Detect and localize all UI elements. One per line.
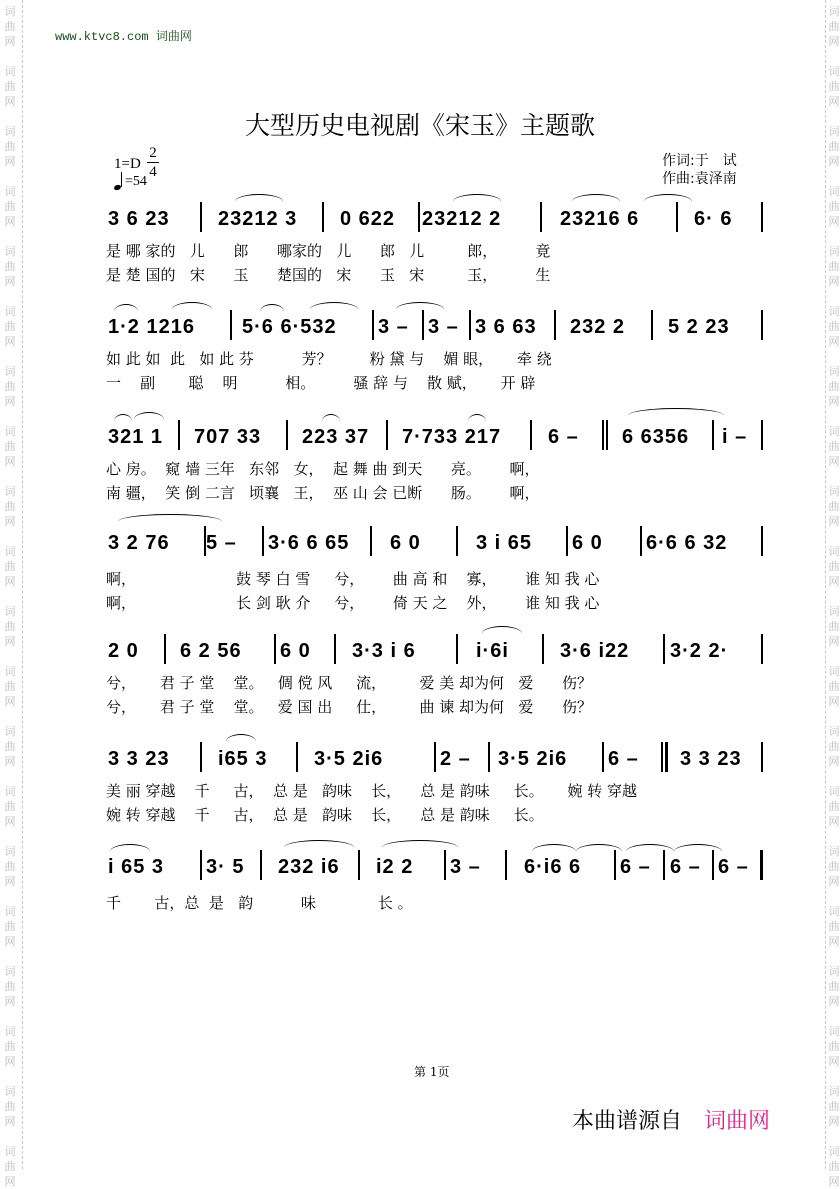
measure: i2 2 [376, 856, 414, 878]
lyrics-verse-1: 啊， 鼓 琴 白 雪 兮， 曲 高 和 寡， 谁 知 我 心 [106, 570, 600, 588]
watermark-char: 曲 [828, 800, 840, 813]
watermark-char: 网 [4, 635, 16, 648]
watermark-char: 词 [828, 65, 840, 78]
measure: 2 – [440, 748, 471, 770]
watermark-char: 曲 [4, 380, 16, 393]
watermark-char: 网 [828, 335, 840, 348]
watermark-char: 词 [4, 665, 16, 678]
measure: 6 – [608, 748, 639, 770]
watermark-char: 词 [828, 485, 840, 498]
measure: 1·2 1216 [108, 316, 195, 338]
watermark-char: 曲 [828, 20, 840, 33]
watermark-char: 曲 [828, 200, 840, 213]
watermark-char: 曲 [828, 1160, 840, 1173]
measure: 321 1 [108, 426, 164, 448]
watermark-char: 网 [828, 575, 840, 588]
watermark-char: 网 [828, 755, 840, 768]
tempo-value: =54 [125, 174, 147, 189]
watermark-char: 曲 [4, 1040, 16, 1053]
watermark-char: 词 [828, 5, 840, 18]
watermark-char: 网 [828, 455, 840, 468]
source-credit [572, 1104, 770, 1135]
watermark-char: 网 [4, 215, 16, 228]
watermark-char: 词 [828, 785, 840, 798]
watermark-char: 曲 [4, 1160, 16, 1173]
watermark-char: 曲 [828, 980, 840, 993]
watermark-char: 网 [828, 815, 840, 828]
watermark-char: 词 [828, 665, 840, 678]
measure: 3 – [428, 316, 459, 338]
watermark-char: 词 [828, 305, 840, 318]
watermark-char: 曲 [828, 440, 840, 453]
watermark-char: 网 [4, 95, 16, 108]
watermark-char: 网 [4, 515, 16, 528]
measure: 3·5 2i6 [314, 748, 384, 770]
watermark-char: 网 [4, 815, 16, 828]
tempo-marking [114, 172, 147, 190]
measure: 6 0 [390, 532, 421, 554]
watermark-char: 词 [4, 185, 16, 198]
watermark-char: 网 [4, 875, 16, 888]
site-name: 词曲网 [155, 29, 192, 43]
watermark-char: 曲 [828, 140, 840, 153]
watermark-char: 词 [4, 905, 16, 918]
watermark-char: 网 [4, 755, 16, 768]
lyrics-verse-1: 兮， 君 子 堂 堂。 倜 傥 风 流， 爱 美 却为何 爱 伤？ [106, 674, 592, 692]
watermark-char: 曲 [4, 500, 16, 513]
watermark-char: 网 [4, 575, 16, 588]
measure: 3 – [450, 856, 481, 878]
watermark-char: 网 [4, 1115, 16, 1128]
watermark-char: 网 [4, 275, 16, 288]
watermark-char: 词 [4, 245, 16, 258]
measure: 6 0 [280, 640, 311, 662]
watermark-char: 曲 [4, 1100, 16, 1113]
measure: i65 3 [218, 748, 268, 770]
watermark-char: 曲 [4, 740, 16, 753]
watermark-char: 曲 [828, 620, 840, 633]
watermark-char: 网 [4, 1175, 16, 1188]
watermark-char: 网 [4, 395, 16, 408]
composer: 作曲:袁泽南 [662, 171, 737, 187]
watermark-char: 曲 [4, 860, 16, 873]
watermark-char: 曲 [4, 80, 16, 93]
measure: 7·733 217 [402, 426, 502, 448]
lyrics-verse-2: 婉 转 穿越 千 古， 总 是 韵味 长， 总 是 韵味 长。 [106, 806, 544, 824]
lyrics-verse-1: 是 哪 家的 儿 郎 哪家的 儿 郎 儿 郎， 竟 [106, 242, 551, 260]
lyrics-verse-1: 美 丽 穿越 千 古， 总 是 韵味 长， 总 是 韵味 长。 婉 转 穿越 [106, 782, 637, 800]
measure: 23212 3 [218, 208, 298, 230]
watermark-char: 网 [4, 995, 16, 1008]
measure: 2 0 [108, 640, 139, 662]
lyrics-verse-1: 如 此 如 此 如 此 芬 芳？ 粉 黛 与 媚 眼， 牵 绕 [106, 350, 552, 368]
watermark-char: 曲 [4, 560, 16, 573]
watermark-char: 词 [4, 1025, 16, 1038]
watermark-char: 词 [828, 1025, 840, 1038]
watermark-char: 网 [828, 635, 840, 648]
watermark-char: 词 [828, 425, 840, 438]
measure: 3·6 i22 [560, 640, 630, 662]
watermark-char: 曲 [828, 680, 840, 693]
watermark-char: 网 [828, 935, 840, 948]
measure: 6 – [670, 856, 701, 878]
right-watermark-strip [825, 0, 840, 1188]
measure: 6· 6 [694, 208, 733, 230]
measure: 23216 6 [560, 208, 640, 230]
watermark-char: 网 [4, 455, 16, 468]
watermark-char: 曲 [828, 1040, 840, 1053]
measure: i·6i [476, 640, 509, 662]
watermark-char: 网 [4, 155, 16, 168]
watermark-char: 词 [4, 725, 16, 738]
watermark-char: 网 [828, 1115, 840, 1128]
watermark-char: 网 [828, 875, 840, 888]
measure: 232 i6 [278, 856, 340, 878]
watermark-char: 网 [828, 215, 840, 228]
watermark-char: 词 [828, 965, 840, 978]
watermark-char: 曲 [828, 380, 840, 393]
watermark-char: 网 [828, 1175, 840, 1188]
measure: 23212 2 [422, 208, 502, 230]
watermark-char: 曲 [828, 500, 840, 513]
watermark-char: 曲 [828, 80, 840, 93]
watermark-char: 词 [4, 1085, 16, 1098]
watermark-char: 曲 [4, 440, 16, 453]
watermark-char: 词 [828, 725, 840, 738]
measure: 3·3 i 6 [352, 640, 416, 662]
source-brand-link[interactable]: 词曲网 [704, 1109, 771, 1134]
watermark-char: 词 [828, 1145, 840, 1158]
watermark-char: 网 [828, 995, 840, 1008]
measure: 5 2 23 [668, 316, 730, 338]
watermark-char: 词 [4, 305, 16, 318]
watermark-char: 网 [4, 695, 16, 708]
measure: 3 3 23 [108, 748, 170, 770]
measure: 3 6 63 [475, 316, 537, 338]
measure: 6 6356 [622, 426, 690, 448]
measure: 6 0 [572, 532, 603, 554]
watermark-char: 词 [828, 845, 840, 858]
left-watermark-strip [0, 0, 23, 1188]
measure: 3 i 65 [476, 532, 533, 554]
measure: i 65 3 [108, 856, 165, 878]
watermark-char: 词 [828, 545, 840, 558]
measure: 223 37 [302, 426, 370, 448]
watermark-char: 曲 [828, 560, 840, 573]
watermark-char: 曲 [4, 980, 16, 993]
measure: 232 2 [570, 316, 626, 338]
watermark-char: 词 [4, 605, 16, 618]
watermark-char: 词 [4, 845, 16, 858]
measure: 707 33 [194, 426, 262, 448]
watermark-char: 曲 [4, 140, 16, 153]
measure: 3·2 2· [670, 640, 729, 662]
lyrics-verse-2: 啊， 长 剑 耿 介 兮， 倚 天 之 外， 谁 知 我 心 [106, 594, 600, 612]
measure: i – [722, 426, 748, 448]
watermark-char: 词 [4, 485, 16, 498]
measure: 3 3 23 [680, 748, 742, 770]
page-number: 第 1页 [414, 1065, 450, 1079]
watermark-char: 词 [4, 125, 16, 138]
watermark-char: 曲 [4, 800, 16, 813]
site-url[interactable]: www.ktvc8.com [55, 30, 149, 44]
watermark-char: 曲 [828, 320, 840, 333]
watermark-char: 网 [828, 155, 840, 168]
lyrics-verse-1: 心 房。 窥 墙 三年 东邻 女， 起 舞 曲 到天 亮。 啊， [106, 460, 540, 478]
watermark-char: 词 [4, 1145, 16, 1158]
time-signature-bottom: 4 [149, 164, 157, 180]
lyricist: 作词:于 试 [662, 153, 737, 169]
watermark-char: 词 [828, 365, 840, 378]
watermark-char: 网 [828, 515, 840, 528]
time-signature [147, 145, 159, 180]
watermark-char: 曲 [828, 920, 840, 933]
watermark-char: 词 [4, 785, 16, 798]
measure: 6 – [718, 856, 749, 878]
watermark-char: 曲 [4, 620, 16, 633]
measure: 3·5 2i6 [498, 748, 568, 770]
measure: 3 – [378, 316, 409, 338]
lyrics-verse-2: 一 副 聪 明 相。 骚 辞 与 散 赋， 开 辟 [106, 374, 536, 392]
watermark-char: 曲 [828, 1100, 840, 1113]
song-title: 大型历史电视剧《宋玉》主题歌 [244, 111, 595, 140]
watermark-char: 词 [4, 965, 16, 978]
watermark-char: 曲 [828, 260, 840, 273]
watermark-char: 词 [828, 1085, 840, 1098]
watermark-char: 曲 [4, 320, 16, 333]
measure: 5 – [206, 532, 237, 554]
measure: 6 2 56 [180, 640, 242, 662]
watermark-char: 词 [4, 5, 16, 18]
watermark-char: 网 [828, 695, 840, 708]
watermark-char: 曲 [4, 920, 16, 933]
measure: 0 622 [340, 208, 396, 230]
watermark-char: 词 [828, 185, 840, 198]
lyrics-verse-1: 千 古，总 是 韵 味 长 。 [106, 894, 413, 912]
watermark-char: 曲 [4, 260, 16, 273]
time-signature-top: 2 [149, 145, 157, 161]
watermark-char: 网 [828, 35, 840, 48]
measure: 6 – [620, 856, 651, 878]
watermark-char: 曲 [4, 200, 16, 213]
watermark-char: 词 [4, 425, 16, 438]
measure: 6·6 6 32 [646, 532, 728, 554]
lyrics-verse-2: 南 疆， 笑 倒 二言 顷襄 王， 巫 山 会 已断 肠。 啊， [106, 484, 540, 502]
measure: 3 2 76 [108, 532, 170, 554]
watermark-char: 网 [4, 1055, 16, 1068]
watermark-char: 曲 [4, 680, 16, 693]
watermark-char: 曲 [828, 740, 840, 753]
watermark-char: 词 [4, 545, 16, 558]
watermark-char: 网 [4, 35, 16, 48]
watermark-char: 词 [4, 365, 16, 378]
measure: 3·6 6 65 [268, 532, 350, 554]
watermark-char: 词 [828, 125, 840, 138]
watermark-char: 网 [828, 275, 840, 288]
watermark-char: 网 [828, 95, 840, 108]
watermark-char: 词 [828, 605, 840, 618]
watermark-char: 曲 [4, 20, 16, 33]
watermark-char: 曲 [828, 860, 840, 873]
watermark-char: 网 [828, 1055, 840, 1068]
watermark-char: 网 [4, 335, 16, 348]
site-header[interactable] [55, 27, 192, 44]
credits [662, 152, 737, 188]
measure: 5·6 6·532 [242, 316, 337, 338]
quarter-note-icon [114, 172, 122, 190]
measure: 6 – [548, 426, 579, 448]
watermark-char: 词 [828, 245, 840, 258]
source-label: 本曲谱源自 [572, 1109, 683, 1134]
lyrics-verse-2: 是 楚 国的 宋 玉 楚国的 宋 玉 宋 玉， 生 [106, 266, 551, 284]
watermark-char: 网 [4, 935, 16, 948]
measure: 6·i6 6 [524, 856, 582, 878]
measure: 3 6 23 [108, 208, 170, 230]
key-signature: 1=D [114, 156, 141, 172]
watermark-char: 词 [828, 905, 840, 918]
watermark-char: 词 [4, 65, 16, 78]
watermark-char: 网 [828, 395, 840, 408]
lyrics-verse-2: 兮， 君 子 堂 堂。 爱 国 出 仕， 曲 谏 却为何 爱 伤？ [106, 698, 592, 716]
measure: 3· 5 [206, 856, 245, 878]
